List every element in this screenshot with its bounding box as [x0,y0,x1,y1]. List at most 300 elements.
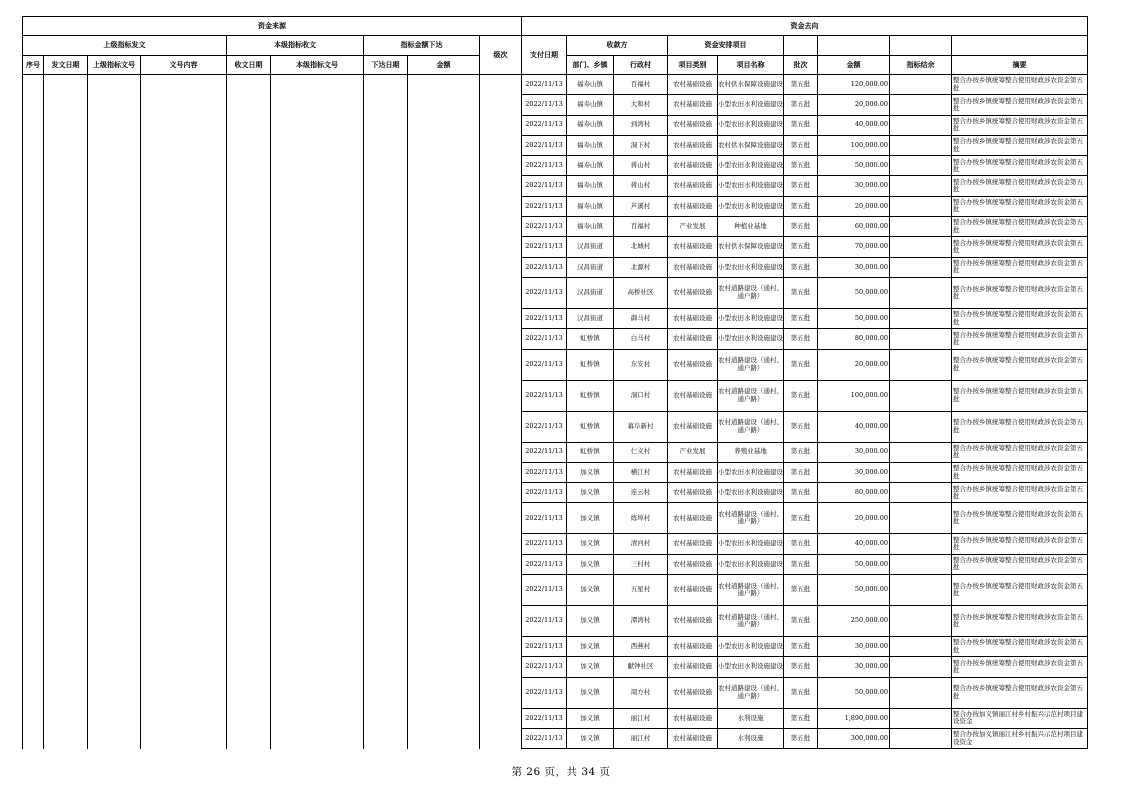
header-seq: 序号 [23,56,44,75]
balance-cell [890,75,952,95]
summary-cell: 整合办按乡镇统筹整合使用财政涉农资金第五批 [952,575,1088,606]
source-empty-cell [271,728,364,748]
balance-cell [890,554,952,574]
project-name-cell: 小型农田水利设施建设 [718,176,784,196]
town-cell: 福寿山镇 [567,156,614,176]
source-empty-cell [480,677,522,708]
header-local-doc-no: 本级指标文号 [271,56,364,75]
header-fund-destination: 资金去向 [522,17,1088,36]
project-name-cell: 小型农田水利设施建设 [718,483,784,503]
village-cell: 周方村 [614,677,668,708]
project-name-cell: 农村道路建设（通村、通户路） [718,575,784,606]
village-cell: 洞下村 [614,135,668,155]
summary-cell: 整合办按乡镇统筹整合使用财政涉农资金第五批 [952,135,1088,155]
summary-cell: 整合办按乡镇统筹整合使用财政涉农资金第五批 [952,554,1088,574]
balance-cell [890,728,952,748]
balance-cell [890,257,952,277]
source-empty-cell [141,257,227,277]
pay-date-cell: 2022/11/13 [522,411,567,442]
village-cell: 御马村 [614,308,668,328]
project-name-cell: 小型农田水利设施建设 [718,156,784,176]
source-empty-cell [408,308,480,328]
header-proj-name: 项目名称 [718,56,784,75]
amount-cell: 120,000.00 [818,75,890,95]
source-empty-cell [44,575,88,606]
town-cell: 虹桥镇 [567,442,614,462]
source-empty-cell [227,606,271,637]
source-empty-cell [271,156,364,176]
balance-cell [890,442,952,462]
fund-table-sheet [22,16,1088,749]
town-cell: 福寿山镇 [567,75,614,95]
source-empty-cell [271,708,364,728]
batch-cell: 第五批 [784,657,818,677]
balance-cell [890,575,952,606]
balance-cell [890,156,952,176]
source-empty-cell [227,728,271,748]
source-empty-cell [141,657,227,677]
amount-cell: 100,000.00 [818,135,890,155]
header-village: 行政村 [614,56,668,75]
amount-cell: 300,000.00 [818,728,890,748]
project-type-cell: 农村基础设施 [668,95,718,115]
source-empty-cell [44,411,88,442]
source-empty-cell [141,503,227,534]
header-level: 级次 [480,36,522,75]
batch-cell: 第五批 [784,196,818,216]
village-cell: 芦溪村 [614,196,668,216]
source-empty-cell [141,442,227,462]
source-empty-cell [141,411,227,442]
page-footer: 第 26 页，共 34 页 [511,766,611,778]
town-cell: 福寿山镇 [567,196,614,216]
source-empty-cell [44,554,88,574]
pay-date-cell: 2022/11/13 [522,483,567,503]
amount-cell: 30,000.00 [818,637,890,657]
source-empty-cell [408,708,480,728]
source-empty-cell [480,237,522,257]
source-empty-cell [480,217,522,237]
source-empty-cell [480,196,522,216]
summary-cell: 整合办按乡镇统筹整合使用财政涉农资金第五批 [952,462,1088,482]
project-type-cell: 农村基础设施 [668,637,718,657]
project-type-cell: 农村基础设施 [668,483,718,503]
table-row [23,677,1088,708]
village-cell: 百福村 [614,75,668,95]
source-empty-cell [408,657,480,677]
source-empty-cell [364,657,408,677]
source-empty-cell [141,462,227,482]
header-issue-date: 发文日期 [44,56,88,75]
source-empty-cell [227,534,271,554]
project-type-cell: 农村基础设施 [668,277,718,308]
balance-cell [890,637,952,657]
source-empty-cell [364,115,408,135]
project-type-cell: 农村基础设施 [668,196,718,216]
source-empty-cell [23,554,44,574]
source-empty-cell [141,277,227,308]
source-empty-cell [23,728,44,748]
table-row [23,217,1088,237]
batch-cell: 第五批 [784,606,818,637]
source-empty-cell [44,503,88,534]
source-empty-cell [271,217,364,237]
source-empty-cell [88,606,141,637]
summary-cell: 整合办按乡镇统筹整合使用财政涉农资金第五批 [952,483,1088,503]
amount-cell: 20,000.00 [818,503,890,534]
source-empty-cell [408,95,480,115]
project-type-cell: 农村基础设施 [668,329,718,349]
source-empty-cell [227,637,271,657]
project-type-cell: 农村基础设施 [668,728,718,748]
batch-cell: 第五批 [784,411,818,442]
table-row [23,308,1088,328]
source-empty-cell [364,534,408,554]
source-empty-cell [23,483,44,503]
table-row [23,135,1088,155]
source-empty-cell [23,462,44,482]
summary-cell: 整合办按乡镇统筹整合使用财政涉农资金第五批 [952,75,1088,95]
header-pay-date: 支付日期 [522,36,567,75]
amount-cell: 40,000.00 [818,534,890,554]
source-empty-cell [227,156,271,176]
source-empty-cell [408,75,480,95]
pay-date-cell: 2022/11/13 [522,196,567,216]
project-name-cell: 农村道路建设（通村、通户路） [718,677,784,708]
pay-date-cell: 2022/11/13 [522,135,567,155]
source-empty-cell [44,115,88,135]
source-empty-cell [88,728,141,748]
source-empty-cell [141,708,227,728]
source-empty-cell [364,411,408,442]
source-empty-cell [141,329,227,349]
table-row [23,380,1088,411]
header-local-receive: 本级指标收文 [227,36,364,56]
pay-date-cell: 2022/11/13 [522,349,567,380]
source-empty-cell [364,554,408,574]
source-empty-cell [88,708,141,728]
town-cell: 加义镇 [567,657,614,677]
source-empty-cell [44,75,88,95]
amount-cell: 50,000.00 [818,575,890,606]
pay-date-cell: 2022/11/13 [522,237,567,257]
source-empty-cell [271,329,364,349]
amount-cell: 100,000.00 [818,380,890,411]
project-type-cell: 产业发展 [668,442,718,462]
village-cell: 五星村 [614,575,668,606]
project-name-cell: 小型农田水利设施建设 [718,196,784,216]
amount-cell: 30,000.00 [818,257,890,277]
source-empty-cell [44,196,88,216]
source-empty-cell [364,135,408,155]
project-type-cell: 农村基础设施 [668,657,718,677]
source-empty-cell [23,196,44,216]
source-empty-cell [408,176,480,196]
batch-cell: 第五批 [784,237,818,257]
source-empty-cell [364,483,408,503]
table-row [23,503,1088,534]
source-empty-cell [141,135,227,155]
source-empty-cell [480,115,522,135]
balance-cell [890,677,952,708]
source-empty-cell [23,637,44,657]
amount-cell: 30,000.00 [818,462,890,482]
fund-table [22,16,1088,749]
project-name-cell: 小型农田水利设施建设 [718,257,784,277]
balance-cell [890,329,952,349]
project-type-cell: 农村基础设施 [668,534,718,554]
town-cell: 汉昌街道 [567,277,614,308]
source-empty-cell [227,257,271,277]
source-empty-cell [271,554,364,574]
source-empty-cell [408,115,480,135]
amount-cell: 60,000.00 [818,217,890,237]
source-empty-cell [364,708,408,728]
source-empty-cell [141,308,227,328]
summary-cell: 整合办按乡镇统筹整合使用财政涉农资金第五批 [952,176,1088,196]
source-empty-cell [227,196,271,216]
town-cell: 福寿山镇 [567,135,614,155]
source-empty-cell [480,156,522,176]
source-empty-cell [44,606,88,637]
source-empty-cell [88,411,141,442]
source-empty-cell [227,380,271,411]
summary-cell: 整合办按乡镇统筹整合使用财政涉农资金第五批 [952,606,1088,637]
amount-cell: 50,000.00 [818,554,890,574]
batch-cell: 第五批 [784,554,818,574]
source-empty-cell [88,554,141,574]
batch-cell: 第五批 [784,135,818,155]
source-empty-cell [88,277,141,308]
summary-cell: 整合办按乡镇统筹整合使用财政涉农资金第五批 [952,637,1088,657]
balance-cell [890,349,952,380]
summary-cell: 整合办按乡镇统筹整合使用财政涉农资金第五批 [952,677,1088,708]
source-empty-cell [227,462,271,482]
project-type-cell: 产业发展 [668,217,718,237]
source-empty-cell [23,677,44,708]
source-empty-cell [141,75,227,95]
pay-date-cell: 2022/11/13 [522,217,567,237]
source-empty-cell [227,575,271,606]
town-cell: 汉昌街道 [567,237,614,257]
pay-date-cell: 2022/11/13 [522,534,567,554]
header-down-date: 下达日期 [364,56,408,75]
batch-cell: 第五批 [784,637,818,657]
source-empty-cell [23,606,44,637]
source-empty-cell [271,95,364,115]
source-empty-cell [44,349,88,380]
amount-cell: 30,000.00 [818,442,890,462]
summary-cell: 整合办按乡镇统筹整合使用财政涉农资金第五批 [952,257,1088,277]
source-empty-cell [141,237,227,257]
source-empty-cell [364,606,408,637]
balance-cell [890,115,952,135]
source-empty-cell [23,411,44,442]
source-empty-cell [271,237,364,257]
source-empty-cell [408,411,480,442]
summary-cell: 整合办按乡镇统筹整合使用财政涉农资金第五批 [952,196,1088,216]
pay-date-cell: 2022/11/13 [522,75,567,95]
summary-cell: 整合办按乡镇统筹整合使用财政涉农资金第五批 [952,380,1088,411]
summary-cell: 整合办按乡镇统筹整合使用财政涉农资金第五批 [952,349,1088,380]
source-empty-cell [23,708,44,728]
source-empty-cell [44,677,88,708]
source-empty-cell [88,657,141,677]
source-empty-cell [88,503,141,534]
source-empty-cell [44,156,88,176]
town-cell: 加义镇 [567,554,614,574]
town-cell: 虹桥镇 [567,411,614,442]
town-cell: 福寿山镇 [567,176,614,196]
balance-cell [890,176,952,196]
project-name-cell: 小型农田水利设施建设 [718,462,784,482]
village-cell: 丽江村 [614,728,668,748]
source-empty-cell [23,217,44,237]
source-empty-cell [44,657,88,677]
balance-cell [890,217,952,237]
village-cell: 大和村 [614,95,668,115]
source-empty-cell [364,442,408,462]
project-type-cell: 农村基础设施 [668,237,718,257]
town-cell: 加义镇 [567,575,614,606]
pay-date-cell: 2022/11/13 [522,257,567,277]
table-row [23,75,1088,95]
batch-cell: 第五批 [784,677,818,708]
source-empty-cell [44,277,88,308]
village-cell: 洞口村 [614,380,668,411]
source-empty-cell [141,349,227,380]
source-empty-cell [271,462,364,482]
source-empty-cell [23,308,44,328]
source-empty-cell [271,257,364,277]
table-row [23,349,1088,380]
source-empty-cell [227,411,271,442]
table-row [23,575,1088,606]
source-empty-cell [364,462,408,482]
summary-cell: 整合办按乡镇统筹整合使用财政涉农资金第五批 [952,657,1088,677]
header-pay-amount: 金额 [818,56,890,75]
source-empty-cell [227,657,271,677]
project-name-cell: 农村道路建设（通村、通户路） [718,349,784,380]
batch-cell: 第五批 [784,708,818,728]
source-empty-cell [271,637,364,657]
source-empty-cell [88,442,141,462]
town-cell: 福寿山镇 [567,95,614,115]
amount-cell: 50,000.00 [818,156,890,176]
pay-date-cell: 2022/11/13 [522,657,567,677]
project-type-cell: 农村基础设施 [668,677,718,708]
source-empty-cell [271,308,364,328]
summary-cell: 整合办按乡镇统筹整合使用财政涉农资金第五批 [952,277,1088,308]
source-empty-cell [23,135,44,155]
village-cell: 清河村 [614,534,668,554]
project-name-cell: 小型农田水利设施建设 [718,95,784,115]
summary-cell: 整合办按乡镇统筹整合使用财政涉农资金第五批 [952,308,1088,328]
header-batch: 批次 [784,56,818,75]
source-empty-cell [271,657,364,677]
source-empty-cell [44,95,88,115]
table-row [23,257,1088,277]
pay-date-cell: 2022/11/13 [522,380,567,411]
source-empty-cell [480,575,522,606]
source-empty-cell [480,308,522,328]
pay-date-cell: 2022/11/13 [522,575,567,606]
source-empty-cell [88,75,141,95]
project-name-cell: 农村道路建设（通村、通户路） [718,277,784,308]
source-empty-cell [88,308,141,328]
table-row [23,156,1088,176]
town-cell: 汉昌街道 [567,308,614,328]
source-empty-cell [271,442,364,462]
balance-cell [890,483,952,503]
table-row [23,554,1088,574]
source-empty-cell [480,554,522,574]
project-type-cell: 农村基础设施 [668,115,718,135]
project-name-cell: 小型农田水利设施建设 [718,115,784,135]
source-empty-cell [480,277,522,308]
source-empty-cell [408,237,480,257]
summary-cell: 整合办按乡镇统筹整合使用财政涉农资金第五批 [952,503,1088,534]
source-empty-cell [480,257,522,277]
source-empty-cell [480,483,522,503]
balance-cell [890,308,952,328]
header-amount: 金额 [408,56,480,75]
summary-cell: 整合办按乡镇统筹整合使用财政涉农资金第五批 [952,442,1088,462]
balance-cell [890,95,952,115]
source-empty-cell [44,135,88,155]
pay-date-cell: 2022/11/13 [522,95,567,115]
source-empty-cell [23,75,44,95]
source-empty-cell [364,75,408,95]
source-empty-cell [141,115,227,135]
source-empty-cell [23,349,44,380]
amount-cell: 40,000.00 [818,115,890,135]
source-empty-cell [141,677,227,708]
source-empty-cell [480,708,522,728]
source-empty-cell [23,657,44,677]
source-empty-cell [408,677,480,708]
source-empty-cell [480,75,522,95]
table-row [23,483,1088,503]
project-name-cell: 小型农田水利设施建设 [718,554,784,574]
town-cell: 福寿山镇 [567,115,614,135]
source-empty-cell [141,196,227,216]
source-empty-cell [88,462,141,482]
balance-cell [890,606,952,637]
source-empty-cell [364,677,408,708]
summary-cell: 整合办按乡镇统筹整合使用财政涉农资金第五批 [952,237,1088,257]
pay-date-cell: 2022/11/13 [522,115,567,135]
source-empty-cell [141,217,227,237]
source-empty-cell [271,534,364,554]
source-empty-cell [141,728,227,748]
batch-cell: 第五批 [784,483,818,503]
source-empty-cell [141,534,227,554]
village-cell: 幕阜新村 [614,411,668,442]
source-empty-cell [23,380,44,411]
table-row [23,534,1088,554]
source-empty-cell [271,115,364,135]
amount-cell: 80,000.00 [818,483,890,503]
source-empty-cell [23,534,44,554]
source-empty-cell [141,176,227,196]
source-empty-cell [408,728,480,748]
project-type-cell: 农村基础设施 [668,411,718,442]
amount-cell: 1,890,000.00 [818,708,890,728]
project-type-cell: 农村基础设施 [668,554,718,574]
source-empty-cell [364,237,408,257]
source-empty-cell [141,575,227,606]
